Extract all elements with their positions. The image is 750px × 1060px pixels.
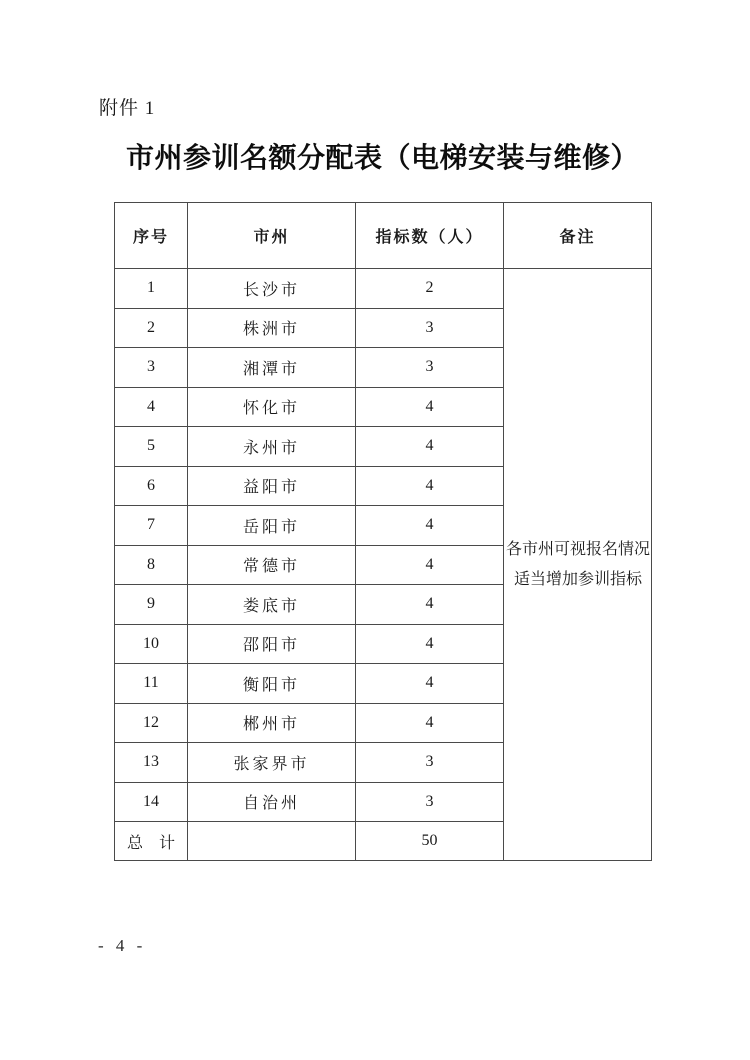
row-city: 自治州: [188, 782, 356, 822]
row-quota: 3: [356, 348, 504, 388]
row-city: 益阳市: [188, 466, 356, 506]
row-quota: 3: [356, 743, 504, 783]
row-city: 怀化市: [188, 387, 356, 427]
row-city: 株洲市: [188, 308, 356, 348]
row-serial: 9: [115, 585, 188, 625]
row-city: 岳阳市: [188, 506, 356, 546]
row-city: 永州市: [188, 427, 356, 467]
page-title: 市州参训名额分配表（电梯安装与维修）: [125, 143, 639, 174]
row-serial: 2: [115, 308, 188, 348]
row-quota: 4: [356, 466, 504, 506]
header-serial: 序号: [115, 203, 188, 269]
total-label: 总 计: [115, 822, 188, 861]
row-serial: 10: [115, 624, 188, 664]
total-city-empty: [188, 822, 356, 861]
row-city: 衡阳市: [188, 664, 356, 704]
row-city: 张家界市: [188, 743, 356, 783]
row-city: 邵阳市: [188, 624, 356, 664]
table-header-row: [115, 203, 652, 269]
row-quota: 3: [356, 782, 504, 822]
row-serial: 6: [115, 466, 188, 506]
header-quota: 指标数（人）: [356, 203, 504, 269]
row-serial: 1: [115, 269, 188, 309]
table-row: [115, 269, 652, 309]
row-serial: 11: [115, 664, 188, 704]
row-quota: 4: [356, 703, 504, 743]
row-serial: 14: [115, 782, 188, 822]
row-quota: 4: [356, 585, 504, 625]
row-serial: 12: [115, 703, 188, 743]
row-quota: 2: [356, 269, 504, 309]
row-serial: 7: [115, 506, 188, 546]
row-quota: 3: [356, 308, 504, 348]
row-quota: 4: [356, 545, 504, 585]
row-city: 郴州市: [188, 703, 356, 743]
header-remark: 备注: [504, 203, 652, 269]
row-city: 常德市: [188, 545, 356, 585]
total-value: 50: [356, 822, 504, 861]
row-quota: 4: [356, 624, 504, 664]
quota-table: [114, 202, 652, 861]
page-number: - 4 -: [98, 936, 147, 955]
row-serial: 5: [115, 427, 188, 467]
row-city: 湘潭市: [188, 348, 356, 388]
row-city: 娄底市: [188, 585, 356, 625]
remark-text: 各市州可视报名情况适当增加参训指标: [505, 540, 650, 588]
row-serial: 4: [115, 387, 188, 427]
attachment-label: 附件 1: [99, 98, 156, 119]
row-city: 长沙市: [188, 269, 356, 309]
row-serial: 3: [115, 348, 188, 388]
row-quota: 4: [356, 387, 504, 427]
row-quota: 4: [356, 427, 504, 467]
row-serial: 8: [115, 545, 188, 585]
header-city: 市州: [188, 203, 356, 269]
row-serial: 13: [115, 743, 188, 783]
row-quota: 4: [356, 506, 504, 546]
row-quota: 4: [356, 664, 504, 704]
remark-cell: [504, 269, 652, 861]
